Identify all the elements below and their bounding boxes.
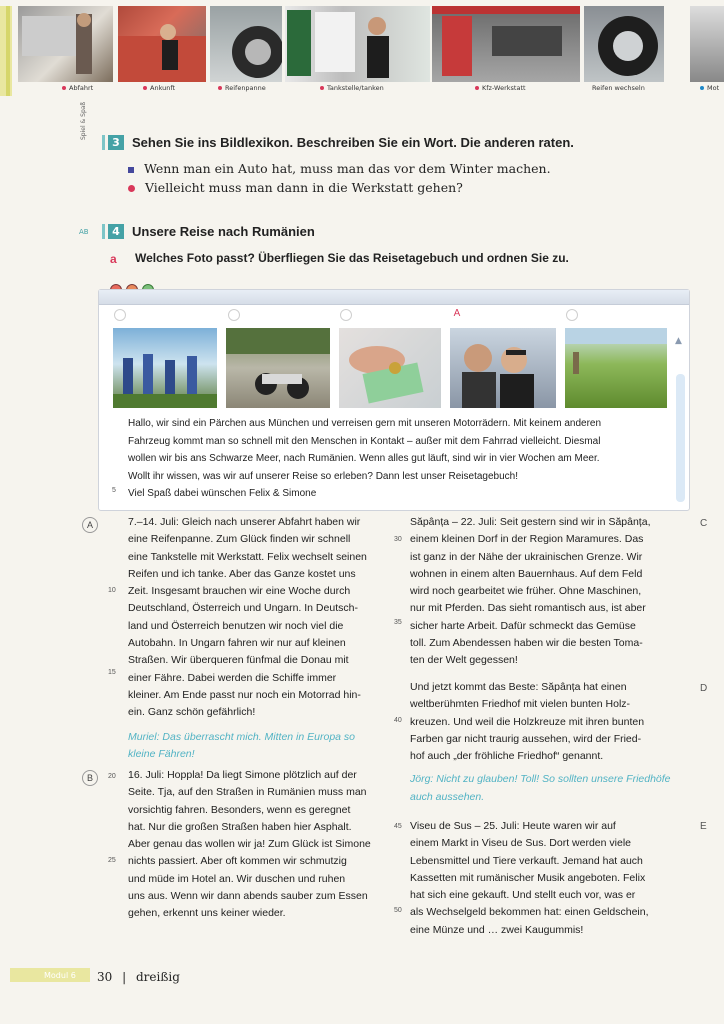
text-line: Săpânța – 22. Juli: Seit gestern sind wir in Săpânța, (410, 516, 651, 528)
intro-line: Hallo, wir sind ein Pärchen aus München und verreisen gern mit unseren Motorrädern. Mit keinem anderen (128, 418, 602, 429)
caption-ankunft: Ankunft (143, 84, 175, 92)
modul-label: Modul 6 (44, 971, 76, 980)
text-line: ist ganz in der Nähe der ukrainischen Grenze. Wir (410, 550, 643, 563)
task-4-title: Unsere Reise nach Rumänien (132, 224, 315, 239)
intro-line: Wollt ihr wissen, was wir auf unserer Reise so erleben? Dann lest unser Reisetagebuch! (128, 470, 519, 482)
text-line: Lebensmittel und Tiere verkauft. Jemand hat auch (410, 854, 643, 867)
photo-tankstelle (285, 6, 430, 82)
side-label: Spiel & Spaß (80, 101, 87, 140)
text-line: vorsichtig fahren. Besonders, wenn es geregnet (128, 803, 351, 816)
text-line: einem kleinen Dorf in der Region Maramures. Das (410, 533, 644, 546)
text-line: Seite. Tja, auf den Straßen in Rumänien muss man (128, 786, 367, 799)
task-4-sub-letter: a (110, 252, 117, 266)
line-number: 30 (394, 536, 402, 543)
line-number: 25 (108, 857, 116, 864)
text-line: hat. Nur die großen Straßen haben hier Asphalt. (128, 820, 352, 833)
text-line: nur mit Pferden. Das sieht romantisch aus, ist aber (410, 602, 646, 615)
paragraph-marker-e: E (700, 821, 707, 832)
caption-abfahrt: Abfahrt (62, 84, 93, 92)
paragraph-marker-a: A (82, 517, 98, 533)
text-line: Aber genau das wollen wir ja! Zum Glück ist Simone (128, 838, 371, 851)
photo-4-answer[interactable]: A (453, 308, 461, 319)
text-line: sicher harte Arbeit. Dafür schmeckt das Gemüse (410, 619, 636, 632)
photo-felix-simone (450, 328, 556, 408)
photo-3-answer-circle[interactable] (340, 309, 352, 321)
diary-entry-e (410, 818, 649, 939)
intro-line: wollen wir bis ans Schwarze Meer, nach Rumänien. Wenn alles gut läuft, sind wir in vier Wochen am Meer. (128, 453, 600, 464)
text-line: ein. Ganz schön gefährlich! (128, 706, 256, 719)
comment-joerg: auch aussehen. (410, 790, 485, 803)
text-line: 16. Juli: Hoppla! Da liegt Simone plötzlich auf der (128, 769, 357, 781)
paragraph-marker-c: C (700, 518, 708, 529)
photo-motor (690, 6, 724, 82)
text-line: Und jetzt kommt das Beste: Săpânța hat einen (410, 681, 627, 693)
intro-line: Fahrzeug kommt man so schnell mit den Menschen in Kontakt – außer mit dem Fahrrad vielleicht. Diesmal (128, 435, 601, 447)
text-line: uns aus. Wenn wir dann abends sauber zum Essen (128, 890, 368, 903)
page-number-digit: 30 (97, 970, 113, 984)
paragraph-marker-d: D (700, 683, 708, 694)
text-line: als Wechselgeld bekommen hat: einen Geldschein, (410, 906, 649, 919)
photo-reifen-wechseln (584, 6, 664, 82)
caption-reifenpanne: Reifenpanne (218, 84, 266, 92)
blog-scrollbar[interactable] (676, 374, 685, 502)
photo-friedhof (113, 328, 217, 408)
photo-werkstatt (432, 6, 580, 82)
page-number-word: dreißig (135, 970, 180, 984)
task-3-bullet-2: Vielleicht muss man dann in die Werkstatt gehen? (128, 180, 463, 195)
paragraph-marker-b: B (82, 770, 98, 786)
text-line: einer Fähre. Dabei werden die Schiffe immer (128, 671, 337, 684)
scroll-up-icon[interactable]: ▲ (675, 336, 682, 346)
photo-2-answer-circle[interactable] (228, 309, 240, 321)
task-3-bullet-1: Wenn man ein Auto hat, muss man das vor dem Winter machen. (128, 161, 551, 176)
text-line: Reifen und ich tanke. Aber das Ganze kostet uns (128, 567, 356, 580)
picture-captions (0, 84, 724, 96)
photo-motorrad-gestuerzt (226, 328, 330, 408)
text-line: kreuzen. Und weil die Holzkreuze mit ihren bunten (410, 715, 645, 728)
photo-geldschein (339, 328, 441, 408)
caption-tankstelle: Tankstelle/tanken (320, 84, 384, 92)
line-number: 20 (108, 773, 116, 780)
text-line: eine Münze und … zwei Kaugummis! (410, 923, 584, 936)
caption-motor: Mot (700, 84, 719, 92)
text-line: gehen, erkennt uns keiner wieder. (128, 907, 286, 920)
diary-entry-a (128, 514, 367, 763)
picture-dictionary-strip (0, 6, 724, 86)
text-line: hof auch „der fröhliche Friedhof“ genannt. (410, 750, 604, 763)
photo-5-answer-circle[interactable] (566, 309, 578, 321)
text-line: wird noch gearbeitet wie früher. Ohne Maschinen, (410, 585, 642, 598)
text-line: Deutschland, Österreich und Ungarn. In Deutsch- (128, 602, 358, 615)
line-number: 35 (394, 619, 402, 626)
photo-feld-pferde (565, 328, 667, 408)
comment-muriel: Muriel: Das überrascht mich. Mitten in Europa so (128, 730, 356, 743)
text-line: Autobahn. In Ungarn fahren wir nur auf kleinen (128, 637, 346, 650)
text-line: und müde im Hotel an. Wir duschen und ruhen (128, 872, 346, 885)
photo-abfahrt (18, 6, 113, 82)
text-line: Zeit. Insgesamt brauchen wir eine Woche durch (128, 585, 351, 598)
task-3-badge: 3 (108, 135, 124, 150)
text-line: einem Markt in Viseu de Sus. Dort werden viele (410, 837, 631, 850)
line-number: 15 (108, 669, 116, 676)
text-line: eine Tankstelle mit Werkstatt. Felix wechselt seinen (128, 550, 367, 563)
text-line: 7.–14. Juli: Gleich nach unserer Abfahrt haben wir (128, 516, 361, 528)
task-4-instruction: Welches Foto passt? Überfliegen Sie das Reisetagebuch und ordnen Sie zu. (135, 251, 569, 265)
line-number: 10 (108, 587, 116, 594)
intro-line: Viel Spaß dabei wünschen Felix & Simone (128, 488, 317, 499)
ab-label: AB (79, 228, 89, 236)
text-line: eine Reifenpanne. Zum Glück finden wir schnell (128, 533, 351, 546)
diary-entry-c (410, 514, 650, 670)
text-line: Straßen. Wir überqueren fünfmal die Donau mit (128, 654, 349, 667)
text-line: Viseu de Sus – 25. Juli: Heute waren wir auf (410, 820, 616, 832)
photo-1-answer-circle[interactable] (114, 309, 126, 321)
line-number: 5 (112, 487, 116, 494)
text-line: nichts passiert. Aber oft kommen wir schmutzig (128, 855, 347, 868)
page-number (97, 970, 180, 984)
diary-entry-b (128, 767, 371, 923)
page-separator: | (122, 970, 127, 984)
task-4-badge: 4 (108, 224, 124, 239)
line-number: 50 (394, 907, 402, 914)
window-titlebar (99, 290, 689, 305)
text-line: hat sich eine gekauft. Und stellt euch vor, was er (410, 889, 636, 902)
text-line: kleiner. Am Ende passt nur noch ein Motorrad hin- (128, 688, 361, 701)
text-line: Farben gar nicht traurig aussehen, wird der Fried- (410, 732, 642, 745)
photo-reifenpanne (210, 6, 282, 82)
photo-ankunft (118, 6, 206, 82)
text-line: ten der Welt gegessen! (410, 654, 518, 667)
comment-muriel: kleine Fähren! (128, 747, 195, 760)
line-number: 45 (394, 823, 402, 830)
caption-reifen-wechseln: Reifen wechseln (592, 84, 645, 92)
text-line: weltberühmten Friedhof mit vielen bunten Holz- (410, 698, 631, 711)
text-line: wohnen in einem alten Bauernhaus. Auf dem Feld (410, 567, 643, 580)
square-bullet-icon (128, 167, 134, 173)
caption-werkstatt: Kfz-Werkstatt (475, 84, 526, 92)
text-line: land und Österreich benutzen wir noch viel die (128, 619, 344, 632)
text-line: Kassetten mit rumänischer Musik angeboten. Felix (410, 871, 646, 884)
comment-joerg: Jörg: Nicht zu glauben! Toll! So sollten unsere Friedhöfe (410, 773, 671, 786)
circle-bullet-icon (128, 185, 135, 192)
task-3-title: Sehen Sie ins Bildlexikon. Beschreiben Sie ein Wort. Die anderen raten. (132, 135, 574, 150)
diary-entry-d (410, 679, 671, 806)
text-line: toll. Zum Abendessen haben wir die besten Toma- (410, 637, 643, 650)
blog-intro (128, 415, 666, 503)
line-number: 40 (394, 717, 402, 724)
